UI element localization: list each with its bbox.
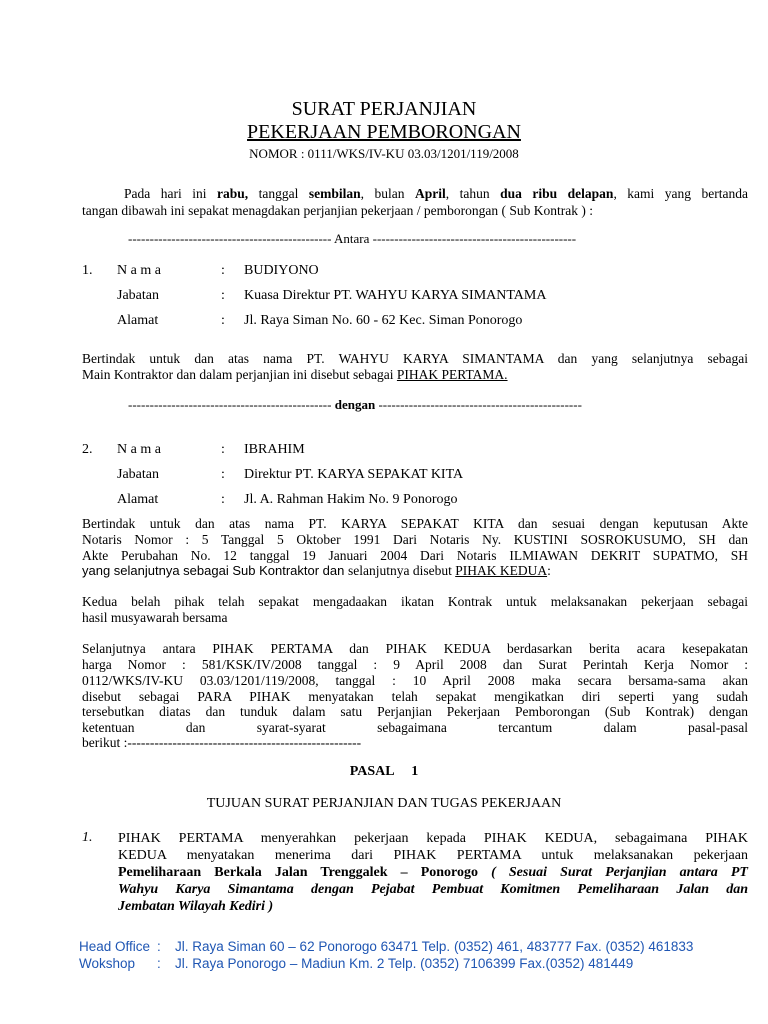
party2-text: : — [547, 563, 551, 578]
pasal-item-number: 1. — [82, 830, 93, 845]
intro-text: , tahun — [445, 186, 501, 201]
document-number: NOMOR : 0111/WKS/IV-KU 03.03/1201/119/2008 — [249, 146, 519, 161]
pasal-line-1 — [118, 830, 748, 847]
footer-work-text: Jl. Raya Ponorogo – Madiun Km. 2 Telp. (0352) 7106399 Fax.(0352) 481449 — [175, 956, 634, 971]
intro-day: rabu, — [216, 186, 249, 201]
footer-sep: : — [157, 956, 161, 971]
separator-dengan — [128, 397, 582, 413]
party2-value-name: IBRAHIM — [244, 442, 305, 457]
pasal-text: KEDUA menyatakan menerima dari PIHAK PERTAMA untuk melaksanakan pekerjaan — [118, 848, 748, 863]
party2-colon: : — [221, 492, 225, 507]
intro-line-2: tangan dibawah ini sepakat menagdakan perjanjian pekerjaan / pemborongan ( Sub Kontrak ) : — [82, 203, 593, 218]
party1-colon: : — [221, 288, 225, 303]
party1-value-jabatan: Kuasa Direktur PT. WAHYU KARYA SIMANTAMA — [244, 288, 547, 303]
party2-number: 2. — [82, 442, 93, 457]
party1-colon: : — [221, 313, 225, 328]
intro-text: Pada hari ini — [124, 186, 217, 201]
party1-label-alamat: Alamat — [117, 313, 159, 328]
pasal-line-3 — [118, 864, 748, 881]
intro-date: sembilan — [308, 186, 361, 201]
pasal-subtitle: TUJUAN SURAT PERJANJIAN DAN TUGAS PEKERJAAN — [206, 796, 562, 811]
party2-text-sans: yang selanjutnya sebagai Sub Kontraktor dan — [82, 563, 348, 578]
selanjutnya-line-1: Selanjutnya antara PIHAK PERTAMA dan PIHAK KEDUA berdasarkan berita acara kesepakatan — [82, 641, 748, 656]
party2-colon: : — [221, 467, 225, 482]
footer-workshop — [79, 956, 633, 971]
party2-value-alamat: Jl. A. Rahman Hakim No. 9 Ponorogo — [244, 492, 458, 507]
footer-head-text: Jl. Raya Siman 60 – 62 Ponorogo 63471 Telp. (0352) 461, 483777 Fax. (0352) 461833 — [175, 939, 694, 954]
document-title: SURAT PERJANJIAN — [291, 98, 477, 120]
intro-text: , kami yang bertanda — [613, 186, 749, 201]
party2-text-line-3: Akte Perubahan No. 12 tanggal 19 Januari 2004 Dari Notaris ILMIAWAN DEKRIT SUPATMO, SH — [82, 548, 748, 563]
separator-dashes: ----------------------------------------------- — [375, 397, 582, 412]
document-subtitle: PEKERJAAN PEMBORONGAN — [247, 121, 521, 143]
separator-antara: ----------------------------------------------- Antara ----------------------------------------------- — [128, 231, 577, 246]
party1-value-alamat: Jl. Raya Siman No. 60 - 62 Kec. Siman Ponorogo — [244, 313, 523, 328]
selanjutnya-line-4: disebut sebagai PARA PIHAK menyatakan telah sepakat mengikatkan diri seperti yang sudah — [82, 689, 748, 704]
separator-dashes: ----------------------------------------------- — [128, 397, 335, 412]
party1-value-name: BUDIYONO — [244, 263, 319, 278]
footer-sep: : — [157, 939, 161, 954]
pasal-project-name: Pemeliharaan Berkala Jalan Trenggalek – Ponorogo — [118, 865, 479, 880]
party2-value-jabatan: Direktur PT. KARYA SEPAKAT KITA — [244, 467, 464, 482]
pihak-kedua-label: PIHAK KEDUA — [455, 563, 548, 578]
party2-text-line-4 — [82, 563, 748, 578]
party2-label-jabatan: Jabatan — [117, 467, 159, 482]
party1-colon: : — [221, 263, 225, 278]
selanjutnya-line-6: ketentuan dan syarat-syarat sebagaimana tercantum dalam pasal-pasal — [82, 720, 748, 735]
party1-label-name: N a m a — [117, 263, 161, 278]
party2-label-alamat: Alamat — [117, 492, 159, 507]
intro-text: , bulan — [360, 186, 415, 201]
party1-text-line-1: Bertindak untuk dan atas nama PT. WAHYU KARYA SIMANTAMA dan yang selanjutnya sebagai — [82, 351, 748, 366]
party1-text-line-2 — [82, 367, 748, 382]
footer-head-office — [79, 939, 693, 954]
intro-month: April — [415, 186, 446, 201]
intro-year: dua ribu delapan — [500, 186, 614, 201]
intro-line-1 — [82, 186, 748, 201]
selanjutnya-line-5: tersebutkan diatas dan tunduk dalam satu Perjanjian Pekerjaan Pemborongan (Sub Kontrak) dengan — [82, 704, 748, 719]
pasal-line-5: Jembatan Wilayah Kediri ) — [118, 899, 274, 914]
selanjutnya-line-7: berikut :---------------------------------------------------- — [82, 735, 362, 750]
party2-label-name: N a m a — [117, 442, 161, 457]
kedua-line-1: Kedua belah pihak telah sepakat mengadaakan ikatan Kontrak untuk melaksanakan pekerjaan sebagai — [82, 594, 748, 609]
party2-text: selanjutnya disebut — [347, 563, 456, 578]
footer-head-label: Head Office — [79, 939, 151, 954]
pasal-note: ( Sesuai Surat Perjanjian antara PT — [478, 865, 748, 880]
pasal-title: PASAL 1 — [349, 764, 419, 779]
pasal-line-4: Wahyu Karya Simantama dengan Pejabat Pembuat Komitmen Pemeliharaan Jalan dan — [118, 882, 748, 897]
pasal-line-2 — [118, 847, 748, 864]
party2-colon: : — [221, 442, 225, 457]
document-subtitle-wrap — [0, 121, 768, 143]
footer-work-label: Wokshop — [79, 956, 136, 971]
pihak-pertama-label: PIHAK PERTAMA. — [396, 367, 508, 382]
party2-text-line-2: Notaris Nomor : 5 Tanggal 5 Oktober 1991 Dari Notaris Ny. KUSTINI SOSROKUSUMO, SH dan — [82, 532, 748, 547]
selanjutnya-line-2: harga Nomor : 581/KSK/IV/2008 tanggal : 9 April 2008 dan Surat Perintah Kerja Nomor : — [82, 657, 748, 672]
party1-number: 1. — [82, 263, 93, 278]
party1-text: Main Kontraktor dan dalam perjanjian ini disebut sebagai — [82, 367, 397, 382]
pasal-text: PIHAK PERTAMA menyerahkan pekerjaan kepada PIHAK KEDUA, sebagaimana PIHAK — [118, 831, 748, 846]
party1-label-jabatan: Jabatan — [117, 288, 159, 303]
intro-text: tanggal — [248, 186, 309, 201]
selanjutnya-line-3: 0112/WKS/IV-KU 03.03/1201/119/2008, tanggal : 10 April 2008 maka secara bersama-sama akan — [82, 673, 748, 688]
separator-word: dengan — [334, 397, 376, 412]
party2-text-line-1: Bertindak untuk dan atas nama PT. KARYA SEPAKAT KITA dan sesuai dengan keputusan Akte — [82, 516, 748, 531]
kedua-line-2: hasil musyawarah bersama — [82, 610, 228, 625]
